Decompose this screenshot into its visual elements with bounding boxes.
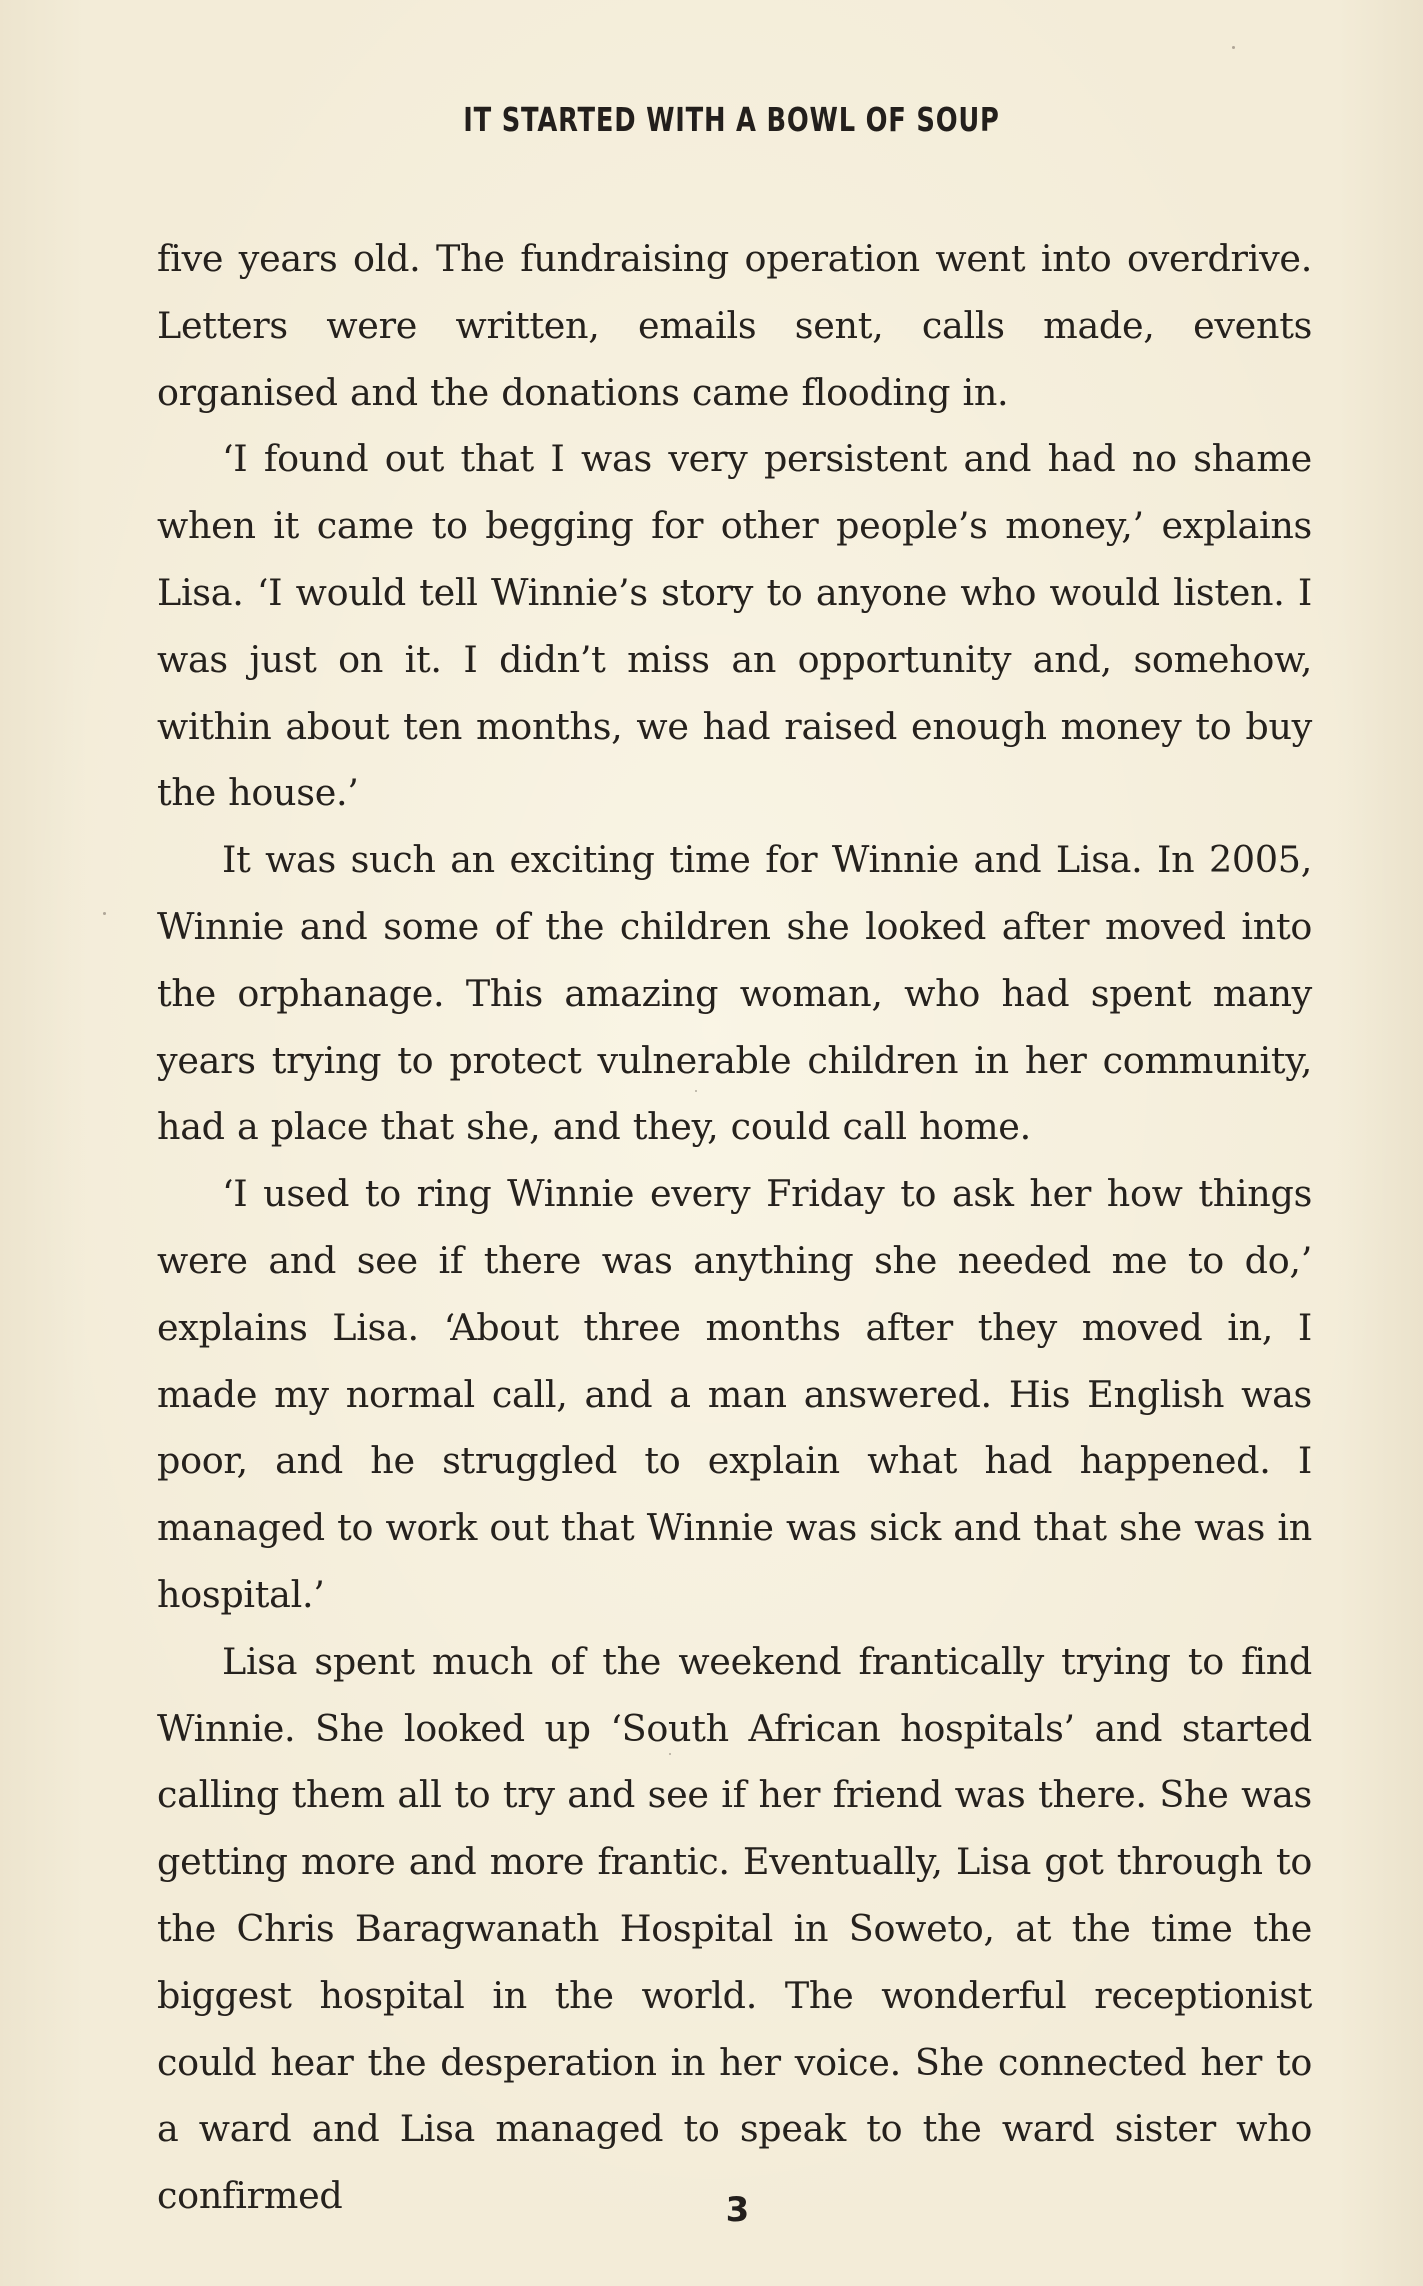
paper-speck bbox=[695, 1090, 697, 1092]
paragraph: It was such an exciting time for Winnie and Lisa. In 2005, Winnie and some of the children she looked after moved into the orphanage. This amazing woman, who had spent many years trying to protect vulnerable children in her community, had a place that she, and they, could call home. bbox=[157, 838, 1312, 1149]
page-number: 3 bbox=[725, 2190, 750, 2230]
paper-speck bbox=[1232, 46, 1235, 49]
paragraph: ‘I found out that I was very persistent and had no shame when it came to begging for other people’s money,’ explains Lisa. ‘I would tell Winnie’s story to anyone who would listen. I was just on it. I didn’t miss an opportunity and, somehow, within about ten months, we had raised enough money to buy the house.’ bbox=[157, 437, 1312, 815]
paragraph-continued: five years old. The fundraising operation went into overdrive. Letters were written, emails sent, calls made, events organised and the donations came flooding in. bbox=[157, 237, 1312, 414]
running-head: IT STARTED WITH A BOWL OF SOUP bbox=[463, 100, 1000, 139]
paper-speck bbox=[103, 912, 106, 915]
paragraph: Lisa spent much of the weekend frantically trying to find Winnie. She looked up ‘South African hospitals’ and started calling them all to try and see if her friend was there. She was getting more and more frantic. Eventually, Lisa got through to the Chris Baragwanath Hospital in Soweto, at the time the biggest hospital in the world. The wonderful receptionist could hear the desperation in her voice. She connected her to a ward and Lisa managed to speak to the ward sister who confirmed bbox=[157, 1639, 1312, 2218]
paragraph: ‘I used to ring Winnie every Friday to ask her how things were and see if there was anything she needed me to do,’ explains Lisa. ‘About three months after they moved in, I made my normal call, and a man answered. His English was poor, and he struggled to explain what had happened. I managed to work out that Winnie was sick and that she was in hospital.’ bbox=[157, 1172, 1312, 1616]
body-text bbox=[157, 226, 1312, 2230]
paper-speck bbox=[669, 1753, 671, 1755]
